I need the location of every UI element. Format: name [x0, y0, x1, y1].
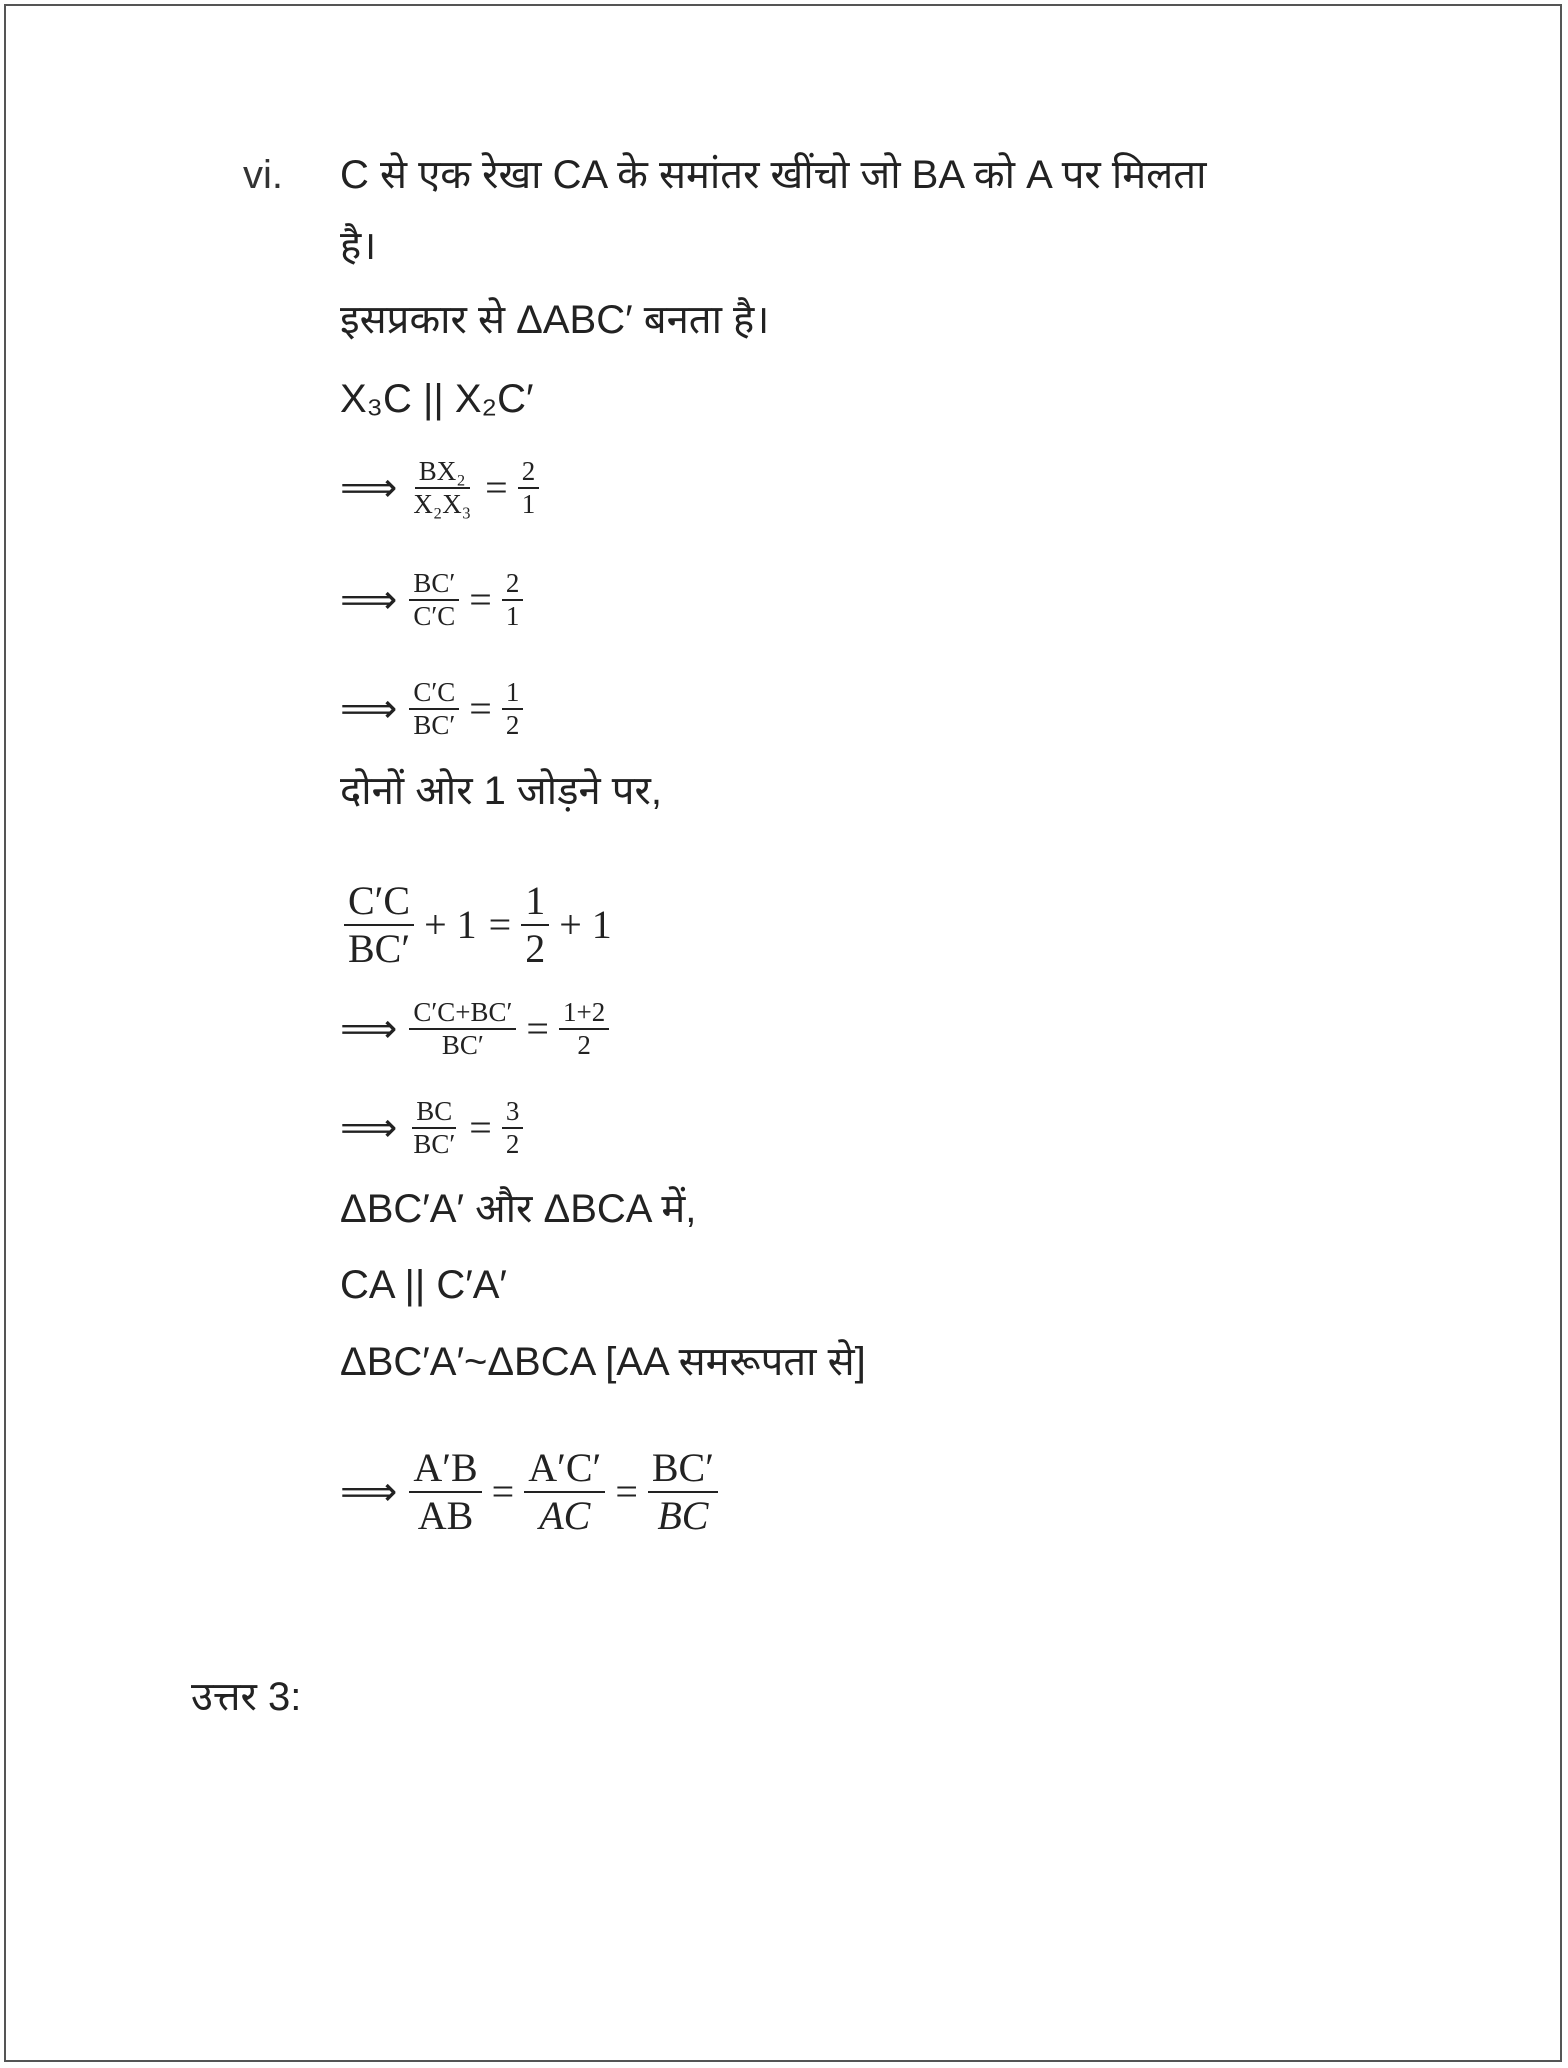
- equals: =: [469, 1105, 492, 1151]
- numerator: C′C: [344, 878, 414, 926]
- denominator: BC′: [413, 710, 456, 741]
- equals: =: [469, 577, 492, 623]
- denominator: BC′: [441, 1030, 484, 1061]
- parallel-statement-2: CA || C′A′: [340, 1263, 507, 1307]
- numerator: 3: [502, 1096, 524, 1129]
- numerator: 1+2: [559, 997, 609, 1030]
- construction-step-text: C से एक रेखा CA के समांतर खींचो जो BA को A पर मिलता: [340, 153, 1207, 197]
- add-one-text: दोनों ओर 1 जोड़ने पर,: [340, 769, 662, 813]
- equation-1: [340, 456, 543, 520]
- equals: =: [491, 1469, 515, 1514]
- equals: =: [615, 1469, 638, 1514]
- plus-one: + 1: [424, 902, 477, 947]
- implies-symbol: ⟹: [340, 1006, 398, 1053]
- denominator: BC: [657, 1493, 709, 1538]
- numerator: BC′: [648, 1445, 718, 1493]
- equation-5: [340, 997, 613, 1061]
- denominator: AB: [417, 1493, 474, 1538]
- triangles-statement: ΔBC′A′ और ΔBCA में,: [340, 1187, 697, 1231]
- denominator: X₂X₃: [413, 489, 472, 520]
- implies-symbol: ⟹: [340, 577, 398, 624]
- item-marker: vi.: [243, 153, 283, 197]
- denominator: 2: [577, 1030, 591, 1061]
- implies-symbol: ⟹: [340, 686, 398, 733]
- numerator: BC: [412, 1096, 456, 1129]
- triangle-formed-text: इसप्रकार से ΔABC′ बनता है।: [340, 298, 770, 342]
- denominator: 1: [505, 601, 520, 632]
- numerator: A′C′: [524, 1445, 605, 1493]
- numerator: 1: [502, 677, 524, 710]
- similarity-statement: ΔBC′A′~ΔBCA [AA समरूपता से]: [340, 1340, 866, 1384]
- equation-2: [340, 568, 527, 632]
- denominator: AC: [539, 1493, 591, 1538]
- parallel-statement: X₃C || X₂C′: [340, 377, 534, 421]
- denominator: 2: [505, 1129, 520, 1160]
- denominator: 2: [505, 710, 520, 741]
- denominator: 2: [525, 926, 546, 971]
- denominator: C′C: [413, 601, 456, 632]
- numerator: 2: [502, 568, 524, 601]
- equals: =: [488, 902, 512, 947]
- denominator: 1: [521, 489, 536, 520]
- equals: =: [485, 465, 508, 511]
- plus-one: + 1: [559, 902, 612, 947]
- equation-3: [340, 677, 527, 741]
- denominator: BC′: [413, 1129, 456, 1160]
- document-page: [4, 4, 1562, 2062]
- equals: =: [526, 1006, 549, 1052]
- numerator: 1: [521, 878, 549, 926]
- implies-symbol: ⟹: [340, 1105, 398, 1152]
- numerator: A′B: [409, 1445, 481, 1493]
- denominator: BC′: [348, 926, 411, 971]
- implies-symbol: ⟹: [340, 1469, 398, 1515]
- numerator: BX₂: [415, 456, 470, 489]
- equation-6: [340, 1096, 527, 1160]
- implies-symbol: ⟹: [340, 465, 398, 512]
- numerator: BC′: [409, 568, 459, 601]
- numerator: C′C+BC′: [409, 997, 516, 1030]
- equals: =: [469, 686, 492, 732]
- equation-4: [340, 878, 618, 972]
- construction-step-text-cont: है।: [340, 224, 377, 268]
- numerator: 2: [518, 456, 540, 489]
- ratio-equation: [340, 1445, 722, 1539]
- numerator: C′C: [409, 677, 459, 710]
- answer-3-label: उत्तर 3:: [191, 1675, 302, 1719]
